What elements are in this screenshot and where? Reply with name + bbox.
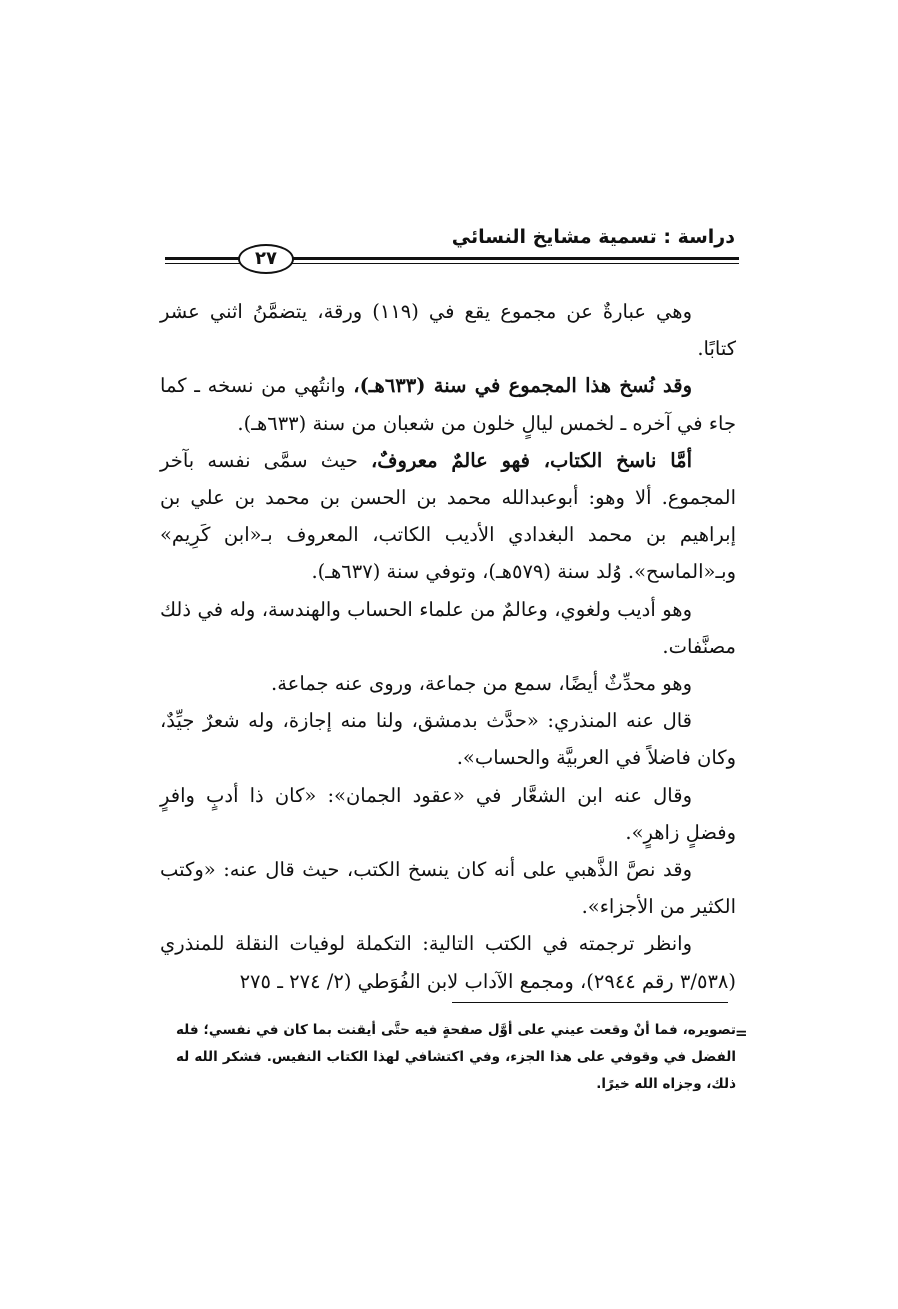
running-title: دراسة : تسمية مشايخ النسائي xyxy=(451,226,735,248)
footnote-separator xyxy=(452,1002,728,1003)
paragraph-2-rest: وانتُهي من نسخه ـ كما جاء في آخره ـ لخمس ليالٍ خلون من شعبان من سنة (٦٣٣هـ). xyxy=(160,374,736,435)
paragraph-3-rest: حيث سمَّى نفسه بآخر المجموع. ألا وهو: أبوعبدالله محمد بن الحسن بن محمد بن علي بن إبراهيم بن محمد البغدادي الأديب الكاتب، المعروف بـ«ابن كَرِيم» وبـ«الماسح». وُلد سنة (٥٧٩هـ)، وتوفي سنة (٦٣٧هـ). xyxy=(160,448,736,584)
paragraph-3-emphasis: أمَّا ناسخ الكتاب، فهو عالمٌ معروفٌ، xyxy=(371,448,692,472)
paragraph-2 xyxy=(160,367,736,441)
paragraph-4: وهو أديب ولغوي، وعالمٌ من علماء الحساب والهندسة، وله في ذلك مصنَّفات. xyxy=(160,597,736,658)
paragraph-9: وانظر ترجمته في الكتب التالية: التكملة لوفيات النقلة للمنذري (٣/٥٣٨ رقم ٢٩٤٤)، ومجمع الآداب لابن الفُوَطي (٢/ ٢٧٤ ـ ٢٧٥ xyxy=(160,932,736,993)
paragraph-5: وهو محدِّثٌ أيضًا، سمع من جماعة، وروى عنه جماعة. xyxy=(271,672,692,696)
footnote-text: تصويره، فما أنْ وقعت عيني على أوَّل صفحةٍ فيه حتَّى أيقنت بما كان في نفسي؛ فله الفضل في وقوفي على هذا الجزء، وفي اكتشافي لهذا الكتاب النفيس. فشكر الله له ذلك، وجزاه الله خيرًا. xyxy=(176,1022,736,1092)
paragraph-3 xyxy=(160,442,736,591)
footnote-continuation-marker: = xyxy=(735,1024,748,1042)
footnote xyxy=(176,1017,736,1098)
paragraph-6: قال عنه المنذري: «حدَّث بدمشق، ولنا منه إجازة، وله شعرٌ جيِّدٌ، وكان فاضلاً في العربيَّة والحساب». xyxy=(160,709,736,770)
main-text xyxy=(160,293,736,1000)
paragraph-2-emphasis: وقد نُسخ هذا المجموع في سنة (٦٣٣هـ)، xyxy=(353,374,692,398)
paragraph-7: وقال عنه ابن الشعَّار في «عقود الجمان»: «كان ذا أدبٍ وافرٍ وفضلٍ زاهرٍ». xyxy=(160,783,736,844)
paragraph-8: وقد نصَّ الذَّهبي على أنه كان ينسخ الكتب، حيث قال عنه: «وكتب الكثير من الأجزاء». xyxy=(160,858,736,919)
page-number: ٢٧ xyxy=(238,244,294,274)
paragraph-1: وهي عبارةٌ عن مجموع يقع في (١١٩) ورقة، يتضمَّنُ اثني عشر كتابًا. xyxy=(160,300,736,361)
